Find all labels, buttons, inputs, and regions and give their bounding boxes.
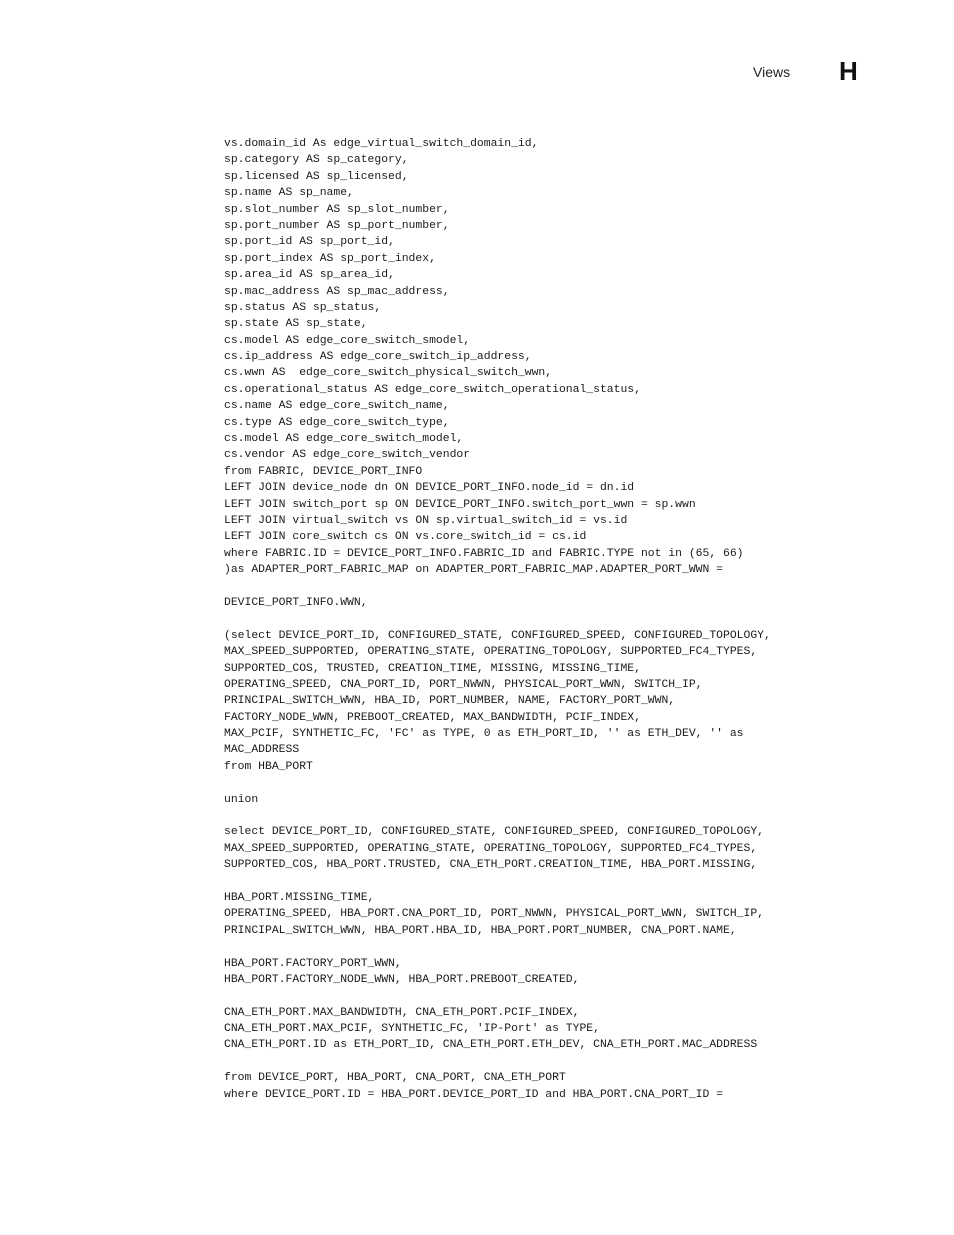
code-line: sp.status AS sp_status, — [224, 301, 382, 314]
code-line: PRINCIPAL_SWITCH_WWN, HBA_ID, PORT_NUMBER, NAME, FACTORY_PORT_WWN, — [224, 695, 676, 708]
code-line: MAX_SPEED_SUPPORTED, OPERATING_STATE, OPERATING_TOPOLOGY, SUPPORTED_FC4_TYPES, — [224, 842, 758, 855]
code-line: sp.slot_number AS sp_slot_number, — [224, 203, 450, 216]
code-line: MAX_SPEED_SUPPORTED, OPERATING_STATE, OPERATING_TOPOLOGY, SUPPORTED_FC4_TYPES, — [224, 646, 758, 659]
code-line: from FABRIC, DEVICE_PORT_INFO — [224, 465, 423, 478]
code-line: sp.name AS sp_name, — [224, 187, 354, 200]
running-header-section: Views — [753, 64, 791, 80]
code-line: union — [224, 793, 259, 806]
code-line: MAC_ADDRESS — [224, 744, 300, 757]
code-line: HBA_PORT.FACTORY_PORT_WWN, — [224, 957, 402, 970]
code-line: HBA_PORT.MISSING_TIME, — [224, 891, 375, 904]
code-line: sp.mac_address AS sp_mac_address, — [224, 285, 450, 298]
code-line: select DEVICE_PORT_ID, CONFIGURED_STATE, CONFIGURED_SPEED, CONFIGURED_TOPOLOGY, — [224, 826, 765, 839]
code-line: PRINCIPAL_SWITCH_WWN, HBA_PORT.HBA_ID, HBA_PORT.PORT_NUMBER, CNA_PORT.NAME, — [224, 924, 737, 937]
code-line: sp.port_id AS sp_port_id, — [224, 236, 395, 249]
code-line: CNA_ETH_PORT.ID as ETH_PORT_ID, CNA_ETH_PORT.ETH_DEV, CNA_ETH_PORT.MAC_ADDRESS — [224, 1039, 758, 1052]
code-line: LEFT JOIN device_node dn ON DEVICE_PORT_INFO.node_id = dn.id — [224, 482, 635, 495]
code-line: CNA_ETH_PORT.MAX_BANDWIDTH, CNA_ETH_PORT.PCIF_INDEX, — [224, 1006, 580, 1019]
code-line: LEFT JOIN virtual_switch vs ON sp.virtual_switch_id = vs.id — [224, 514, 628, 527]
code-line: cs.vendor AS edge_core_switch_vendor — [224, 449, 471, 462]
code-line: )as ADAPTER_PORT_FABRIC_MAP on ADAPTER_PORT_FABRIC_MAP.ADAPTER_PORT_WWN = — [224, 564, 723, 577]
code-line: LEFT JOIN switch_port sp ON DEVICE_PORT_INFO.switch_port_wwn = sp.wwn — [224, 498, 696, 511]
code-line: sp.port_number AS sp_port_number, — [224, 219, 450, 232]
code-line: vs.domain_id As edge_virtual_switch_domain_id, — [224, 138, 539, 150]
code-line: OPERATING_SPEED, CNA_PORT_ID, PORT_NWWN, PHYSICAL_PORT_WWN, SWITCH_IP, — [224, 678, 703, 691]
code-line: where FABRIC.ID = DEVICE_PORT_INFO.FABRIC_ID and FABRIC.TYPE not in (65, 66) — [224, 547, 744, 560]
code-line: CNA_ETH_PORT.MAX_PCIF, SYNTHETIC_FC, 'IP-Port' as TYPE, — [224, 1023, 600, 1036]
code-line — [224, 874, 924, 890]
appendix-letter: H — [839, 56, 858, 86]
code-line: cs.model AS edge_core_switch_smodel, — [224, 334, 471, 347]
code-line: OPERATING_SPEED, HBA_PORT.CNA_PORT_ID, PORT_NWWN, PHYSICAL_PORT_WWN, SWITCH_IP, — [224, 908, 765, 921]
code-line: (select DEVICE_PORT_ID, CONFIGURED_STATE, CONFIGURED_SPEED, CONFIGURED_TOPOLOGY, — [224, 629, 771, 642]
code-line: cs.operational_status AS edge_core_switch_operational_status, — [224, 383, 641, 396]
code-line — [224, 988, 924, 1004]
code-line: sp.category AS sp_category, — [224, 154, 409, 167]
code-line: MAX_PCIF, SYNTHETIC_FC, 'FC' as TYPE, 0 as ETH_PORT_ID, '' as ETH_DEV, '' as — [224, 728, 744, 741]
code-line: from DEVICE_PORT, HBA_PORT, CNA_PORT, CNA_ETH_PORT — [224, 1072, 566, 1085]
code-line — [224, 579, 924, 595]
code-line: cs.model AS edge_core_switch_model, — [224, 433, 464, 446]
code-line: sp.area_id AS sp_area_id, — [224, 269, 395, 282]
code-line: DEVICE_PORT_INFO.WWN, — [224, 596, 368, 609]
code-line — [224, 808, 924, 824]
code-line: LEFT JOIN core_switch cs ON vs.core_switch_id = cs.id — [224, 531, 587, 544]
code-line: cs.name AS edge_core_switch_name, — [224, 400, 450, 413]
sql-code-listing — [224, 136, 924, 1103]
code-line: where DEVICE_PORT.ID = HBA_PORT.DEVICE_PORT_ID and HBA_PORT.CNA_PORT_ID = — [224, 1088, 723, 1101]
code-line: FACTORY_NODE_WWN, PREBOOT_CREATED, MAX_BANDWIDTH, PCIF_INDEX, — [224, 711, 641, 724]
code-line: cs.ip_address AS edge_core_switch_ip_address, — [224, 351, 532, 364]
code-line — [224, 939, 924, 955]
code-line: from HBA_PORT — [224, 760, 313, 773]
code-line — [224, 1054, 924, 1070]
code-line: sp.port_index AS sp_port_index, — [224, 252, 436, 265]
code-line: cs.wwn AS edge_core_switch_physical_switch_wwn, — [224, 367, 553, 380]
code-line: sp.state AS sp_state, — [224, 318, 368, 331]
code-line: cs.type AS edge_core_switch_type, — [224, 416, 450, 429]
code-line — [224, 775, 924, 791]
code-line: HBA_PORT.FACTORY_NODE_WWN, HBA_PORT.PREBOOT_CREATED, — [224, 973, 580, 986]
code-line — [224, 611, 924, 627]
code-line: SUPPORTED_COS, TRUSTED, CREATION_TIME, MISSING, MISSING_TIME, — [224, 662, 641, 675]
code-line: sp.licensed AS sp_licensed, — [224, 170, 409, 183]
code-line: SUPPORTED_COS, HBA_PORT.TRUSTED, CNA_ETH_PORT.CREATION_TIME, HBA_PORT.MISSING, — [224, 859, 758, 872]
